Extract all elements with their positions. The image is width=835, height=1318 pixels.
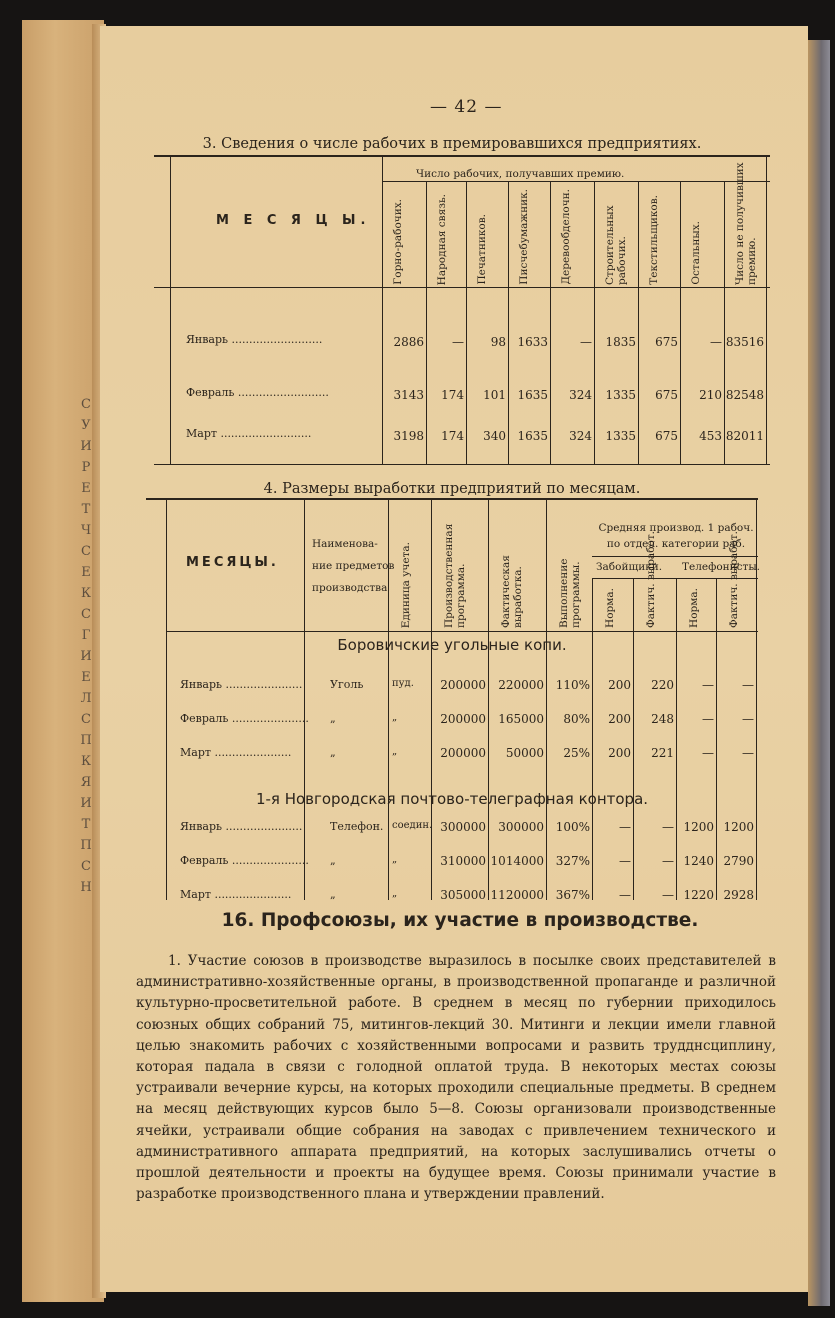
scan-background-strip <box>808 40 830 1306</box>
table4-cell-f1: 221 <box>651 746 674 760</box>
table3 <box>154 155 770 465</box>
table4-title: 4. Размеры выработки предприятий по месяцам. <box>263 481 641 497</box>
table4-cell-f2: — <box>742 678 754 692</box>
table3-col-rule <box>550 181 551 465</box>
table4-col-rule <box>431 498 432 900</box>
table4-cell-n1: 200 <box>608 712 631 726</box>
table4-col-header: Единица учета. <box>400 541 412 628</box>
table4-col-header: Выполнение программы. <box>558 558 582 628</box>
table3-cell: 1335 <box>605 388 636 402</box>
table3-col-header: Текстильщиков. <box>648 195 660 285</box>
bleed-letter: П <box>80 733 92 748</box>
table3-row-month: Март .......................... <box>186 427 312 440</box>
table3-cell: 1835 <box>605 335 636 349</box>
page-number: — 42 — <box>430 97 503 117</box>
table4-row-month: Январь ...................... <box>180 678 303 691</box>
table4-row-month: Январь ...................... <box>180 820 303 833</box>
avg-header-line: по отдел. категории раб. <box>606 538 746 550</box>
table4-cell-actual: 50000 <box>505 746 544 760</box>
table3-group-header: Число рабочих, получавших премию. <box>416 168 625 180</box>
table4-cell-item: Уголь <box>330 678 364 691</box>
avg-header-line: Средняя производ. 1 рабоч. <box>598 522 754 534</box>
table3-cell: 1635 <box>517 388 548 402</box>
table4-cell-unit: „ <box>392 888 398 899</box>
table4-cell-item: „ <box>330 746 336 759</box>
table4-group-a: Забойщики. <box>596 561 663 573</box>
table3-cell: 3198 <box>393 429 424 443</box>
table4-cell-f2: 2928 <box>723 888 754 902</box>
table3-left-rule <box>170 155 171 465</box>
table4-cell-n2: — <box>702 746 714 760</box>
table3-col-rule <box>426 181 427 465</box>
table4-cell-f2: 2790 <box>723 854 754 868</box>
table4-left-rule <box>166 498 167 900</box>
name-header-line: ние предметов <box>312 560 395 572</box>
table4-section-title: 1-я Новгородская почтово-телеграфная контора. <box>255 790 649 808</box>
table3-cell: 83516 <box>725 335 764 349</box>
table3-col-rule <box>638 181 639 465</box>
table4-cell-f2: — <box>742 712 754 726</box>
table3-col-header: Писчебумажник. <box>518 189 530 285</box>
bleed-letter: И <box>80 439 92 454</box>
table3-cell: 324 <box>569 388 592 402</box>
table3-col-header: Строительных рабочих. <box>604 205 628 285</box>
table4-cell-n2: — <box>702 678 714 692</box>
table4-cell-plan: 200000 <box>440 678 486 692</box>
bleed-letter: И <box>80 796 92 811</box>
table4-col-rule <box>546 498 547 900</box>
table3-col-rule <box>680 181 681 465</box>
table4-cell-plan: 200000 <box>440 712 486 726</box>
bleed-letter: Т <box>81 502 91 517</box>
bleed-letter: Н <box>80 880 92 895</box>
table4-cell-actual: 1120000 <box>490 888 544 902</box>
table3-cell: 453 <box>699 429 722 443</box>
table4-section-title: Боровичские угольные копи. <box>337 636 567 654</box>
table3-title: 3. Сведения о числе рабочих в премировавшихся предприятиях. <box>202 136 702 152</box>
table4-cell-f1: — <box>662 854 674 868</box>
table3-top-rule <box>154 155 770 157</box>
table4-months-rule <box>304 498 305 900</box>
table4-col-rule <box>716 578 717 900</box>
table4-cell-pct: 110% <box>555 678 590 692</box>
table3-cell: 1633 <box>517 335 548 349</box>
table4-col-rule <box>388 498 389 900</box>
table4-cell-plan: 300000 <box>440 820 486 834</box>
bleed-letter: Ч <box>80 523 92 538</box>
table3-row-month: Январь .......................... <box>186 333 323 346</box>
table4-cell-item: „ <box>330 712 336 725</box>
table4-col-header: Производственная программа. <box>443 523 467 628</box>
table4-months-header: МЕСЯЦЫ. <box>186 555 279 570</box>
table4-cell-n2: 1200 <box>683 820 714 834</box>
table4-cell-pct: 100% <box>555 820 590 834</box>
table3-cell: — <box>580 335 592 349</box>
table4-cell-n2: 1240 <box>683 854 714 868</box>
bleed-letter: Л <box>80 691 92 706</box>
table4-cell-f1: — <box>662 820 674 834</box>
table3-cell: 675 <box>655 388 678 402</box>
table3-right-rule <box>766 155 767 465</box>
table3-col-header: Горно-рабочих. <box>392 199 404 285</box>
table4 <box>146 498 761 902</box>
bleed-letter: С <box>81 712 91 727</box>
bleed-letter: Е <box>81 565 91 580</box>
table3-cell: 101 <box>483 388 506 402</box>
table3-col-header: Деревообделочн. <box>560 189 572 285</box>
table4-col-header: Норма. <box>688 588 700 628</box>
bleed-letter: Р <box>81 460 91 475</box>
table4-row-month: Февраль ...................... <box>180 712 309 725</box>
table4-cell-item: Телефон. <box>330 820 384 833</box>
table3-months-rule <box>382 155 383 465</box>
table3-cell: 210 <box>699 388 722 402</box>
table4-name-header <box>312 533 394 599</box>
bleed-letter: И <box>80 649 92 664</box>
bleed-letter: К <box>80 754 92 769</box>
table4-cell-n1: — <box>619 888 631 902</box>
table3-col-rule <box>508 181 509 465</box>
bleed-through-text <box>78 398 94 895</box>
bleed-letter: Е <box>81 670 91 685</box>
table4-cell-actual: 165000 <box>498 712 544 726</box>
table4-cell-unit: „ <box>392 854 398 865</box>
table3-cell: 340 <box>483 429 506 443</box>
table4-row-month: Март ...................... <box>180 888 292 901</box>
section16-heading: 16. Профсоюзы, их участие в производстве. <box>221 910 699 931</box>
table4-group-b: Телефонисты. <box>682 561 761 573</box>
table4-cell-f1: 248 <box>651 712 674 726</box>
table4-cell-item: „ <box>330 888 336 901</box>
bleed-letter: У <box>81 418 91 433</box>
table3-cell: 174 <box>441 388 464 402</box>
table4-cell-f2: 1200 <box>723 820 754 834</box>
table4-col-rule <box>676 578 677 900</box>
table4-col-header: Фактическая выработка. <box>500 555 524 628</box>
table3-months-header: М Е С Я Ц Ы. <box>216 213 371 228</box>
table4-cell-plan: 305000 <box>440 888 486 902</box>
table3-cell: 82011 <box>725 429 764 443</box>
bleed-letter: С <box>81 607 91 622</box>
table4-col-header: Фактич. выработ. <box>645 530 657 628</box>
bleed-letter: С <box>81 859 91 874</box>
bleed-letter: К <box>80 586 92 601</box>
table3-cell: 675 <box>655 335 678 349</box>
table4-cell-actual: 1014000 <box>490 854 544 868</box>
table3-group-rule <box>382 181 770 182</box>
table3-cell: — <box>710 335 722 349</box>
table4-cell-n2: — <box>702 712 714 726</box>
table4-cell-actual: 220000 <box>498 678 544 692</box>
table4-header-rule <box>166 631 758 632</box>
bleed-letter: С <box>81 397 91 412</box>
table4-cell-n1: 200 <box>608 678 631 692</box>
bleed-letter: С <box>81 544 91 559</box>
table4-row-month: Февраль ...................... <box>180 854 309 867</box>
table4-cell-item: „ <box>330 854 336 867</box>
table4-col-rule <box>592 578 593 900</box>
table4-cell-actual: 300000 <box>498 820 544 834</box>
table4-cell-f2: — <box>742 746 754 760</box>
bleed-letter: Я <box>80 775 92 790</box>
table3-cell: 675 <box>655 429 678 443</box>
table3-col-header: Остальных. <box>690 221 702 285</box>
table4-cell-n2: 1220 <box>683 888 714 902</box>
table3-cell: 1335 <box>605 429 636 443</box>
table3-cell: 174 <box>441 429 464 443</box>
bleed-letter: Т <box>81 817 91 832</box>
table3-cell: 98 <box>490 335 506 349</box>
bleed-letter: Е <box>81 481 91 496</box>
table4-cell-pct: 25% <box>563 746 590 760</box>
section16-paragraph: 1. Участие союзов в производстве выразилось в посылке своих представителей в административно-хозяйственные органы, в производственной пропаганде и различной культурно-просветительной работе. В среднем в месяц по губернии приходилось союзных общих собраний 75, митингов-лекций 30. Митинги и лекции имели главной целью знакомить рабочих с хозяйственными вопросами и развить трудднсциплину, которая падала в связи с голодной оплатой труда. В некоторых местах союзы устраивали вечерние курсы, на которых проходили специальные предметы. В среднем на месяц действующих курсов было 5—8. Союзы организовали производственные ячейки, устраивали общие собрания на заводах с привлечением технического и административного аппарата предприятий, на которых заслушивались отчеты о прошлой деятельности и проекты на будущее время. Союзы принимали участие в разработке производственного плана и утверждении правлений. <box>136 953 776 1203</box>
table4-cell-unit: „ <box>392 746 398 757</box>
table4-cell-n1: — <box>619 854 631 868</box>
table4-cell-f1: 220 <box>651 678 674 692</box>
bleed-letter: П <box>80 838 92 853</box>
table4-cell-unit: „ <box>392 712 398 723</box>
table3-cell: 82548 <box>725 388 764 402</box>
table4-right-rule <box>756 498 757 900</box>
bleed-letter: Г <box>81 628 91 643</box>
name-header-line: производства <box>312 582 388 594</box>
name-header-line: Наименова- <box>312 538 378 550</box>
table4-cell-plan: 310000 <box>440 854 486 868</box>
table3-cell: — <box>452 335 464 349</box>
table3-bottom-rule <box>154 464 770 465</box>
table4-cell-pct: 327% <box>555 854 590 868</box>
table4-col-rule <box>633 578 634 900</box>
table3-col-header: Народная связь. <box>436 193 448 285</box>
table3-col-rule <box>466 181 467 465</box>
table4-cell-unit: соедин. <box>392 820 433 831</box>
table3-cell: 1635 <box>517 429 548 443</box>
table3-col-header: Печатников. <box>476 214 488 285</box>
table4-cell-n1: 200 <box>608 746 631 760</box>
table4-cell-plan: 200000 <box>440 746 486 760</box>
table3-header-rule <box>154 287 770 288</box>
table3-col-header: Число не получивших премию. <box>734 162 758 285</box>
table3-cell: 3143 <box>393 388 424 402</box>
table4-row-month: Март ...................... <box>180 746 292 759</box>
table3-col-rule <box>724 181 725 465</box>
table4-cell-unit: пуд. <box>392 678 414 689</box>
table4-col-header: Норма. <box>604 588 616 628</box>
table4-cell-f1: — <box>662 888 674 902</box>
table4-cell-pct: 367% <box>555 888 590 902</box>
table3-cell: 324 <box>569 429 592 443</box>
table4-cell-n1: — <box>619 820 631 834</box>
table3-row-month: Февраль .......................... <box>186 386 329 399</box>
table4-col-rule <box>488 498 489 900</box>
table4-col-header: Фактич. выработ. <box>728 530 740 628</box>
table3-col-rule <box>594 181 595 465</box>
table4-cell-pct: 80% <box>563 712 590 726</box>
table3-cell: 2886 <box>393 335 424 349</box>
